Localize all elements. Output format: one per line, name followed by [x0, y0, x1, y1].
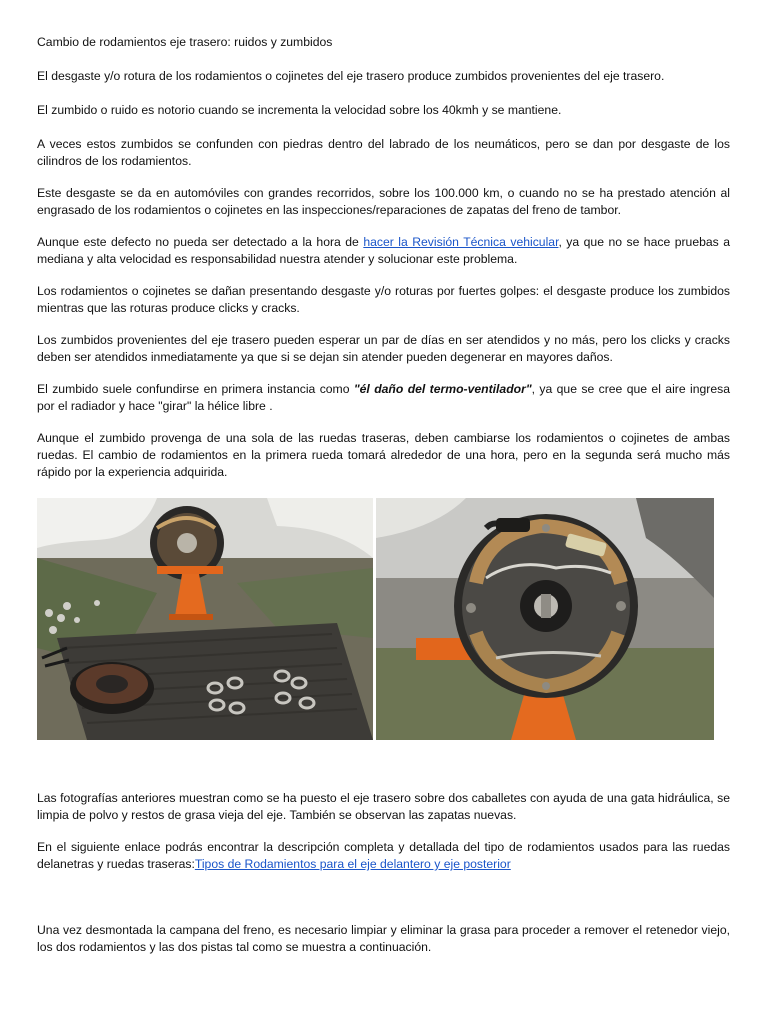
paragraph-1: El desgaste y/o rotura de los rodamientos o cojinetes del eje trasero produce zumbidos provenientes del eje trasero.: [37, 69, 665, 83]
paragraph-6: Los rodamientos o cojinetes se dañan presentando desgaste y/o roturas por fuertes golpes: el desgaste produce los zumbidos mientras que las roturas produce clicks y cracks.: [37, 284, 730, 315]
paragraph-8-text-a: El zumbido suele confundirse en primera instancia como: [37, 382, 354, 396]
document-body: [37, 34, 730, 481]
paragraph-11-text: En el siguiente enlace podrás encontrar la descripción completa y detallada del tipo de rodamientos usados para las ruedas delanetras y ruedas traseras:: [37, 840, 730, 871]
paragraph-7: Los zumbidos provenientes del eje trasero pueden esperar un par de días en ser atendidos y no más, pero los clicks y cracks deben ser atendidos inmediatamente ya que si se dejan sin atender pueden degenerar en mayores daños.: [37, 333, 730, 364]
paragraph-5: [37, 234, 730, 268]
document-title: Cambio de rodamientos eje trasero: ruidos y zumbidos: [37, 35, 333, 49]
photo-brake-shoes: [376, 498, 714, 740]
paragraph-8: [37, 381, 730, 415]
paragraph-5-text-a: Aunque este defecto no pueda ser detectado a la hora de: [37, 235, 364, 249]
paragraph-3: A veces estos zumbidos se confunden con piedras dentro del labrado de los neumáticos, pero se dan por desgaste de los cilindros de los rodamientos.: [37, 137, 730, 168]
photo-axle-on-stand: [37, 498, 373, 740]
tipos-rodamientos-link[interactable]: Tipos de Rodamientos para el eje delantero y eje posterior: [194, 857, 511, 871]
paragraph-10: Las fotografías anteriores muestran como se ha puesto el eje trasero sobre dos caballetes con ayuda de una gata hidráulica, se limpia de polvo y restos de grasa vieja del eje. También se observan las zapatas nuevas.: [37, 791, 730, 822]
paragraph-2: El zumbido o ruido es notorio cuando se incrementa la velocidad sobre los 40kmh y se mantiene.: [37, 103, 562, 117]
paragraph-9: Aunque el zumbido provenga de una sola de las ruedas traseras, deben cambiarse los rodamientos o cojinetes de ambas ruedas. El cambio de rodamientos en la primera rueda tomará alrededor de una hora, pero en la segunda será mucho más rápido por la experiencia adquirida.: [37, 431, 730, 479]
paragraph-12: Una vez desmontada la campana del freno, es necesario limpiar y eliminar la grasa para proceder a remover el retenedor viejo, los dos rodamientos y las dos pistas tal como se muestra a continuación.: [37, 923, 730, 954]
revision-tecnica-link[interactable]: hacer la Revisión Técnica vehicular: [363, 235, 559, 249]
paragraph-8-text-b: , ya que se cree que el aire ingresa por el radiador y hace "girar" la hélice libre .: [37, 382, 730, 413]
paragraph-11: [37, 839, 730, 873]
paragraph-4: Este desgaste se da en automóviles con grandes recorridos, sobre los 100.000 km, o cuando no se ha prestado atención al engrasado de los rodamientos o cojinetes en las inspecciones/reparaciones de zapatas del freno de tambor.: [37, 186, 730, 217]
photo-row: [37, 498, 714, 740]
emphasized-quote: "él daño del termo-ventilador": [353, 382, 532, 396]
paragraph-5-text-b: , ya que no se hace pruebas a mediana y alta velocidad es responsabilidad nuestra atender y solucionar este problema.: [37, 235, 730, 266]
